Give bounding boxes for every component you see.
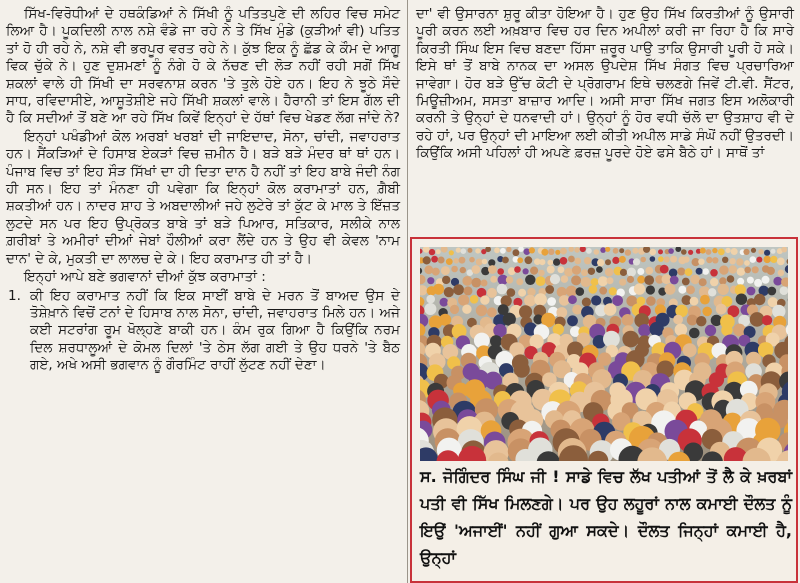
crowd-figure bbox=[605, 259, 611, 265]
crowd-figure bbox=[673, 315, 683, 325]
crowd-figure bbox=[719, 277, 726, 284]
crowd-figure bbox=[441, 266, 450, 275]
crowd-figure bbox=[451, 266, 458, 273]
crowd-image bbox=[420, 247, 788, 461]
crowd-figure bbox=[529, 247, 535, 253]
crowd-figure bbox=[576, 287, 585, 296]
crowd-figure bbox=[518, 289, 526, 297]
crowd-figure bbox=[767, 287, 776, 296]
crowd-figure bbox=[678, 286, 686, 294]
crowd-figure bbox=[541, 249, 548, 256]
crowd-figure bbox=[586, 248, 592, 254]
crowd-figure bbox=[596, 266, 603, 273]
crowd-figure bbox=[431, 256, 438, 263]
crowd-figure bbox=[517, 257, 523, 263]
crowd-figure bbox=[780, 286, 788, 295]
crowd-figure bbox=[464, 286, 473, 295]
crowd-figure bbox=[555, 250, 560, 255]
crowd-figure bbox=[449, 250, 454, 255]
crowd-figure bbox=[591, 295, 601, 305]
crowd-figure bbox=[670, 256, 677, 263]
crowd-figure bbox=[683, 343, 697, 357]
crowd-figure bbox=[702, 307, 712, 317]
crowd-figure bbox=[702, 268, 709, 275]
crowd-figure bbox=[446, 258, 453, 265]
crowd-figure bbox=[548, 249, 554, 255]
crowd-figure bbox=[719, 265, 728, 274]
column-divider bbox=[407, 0, 408, 583]
crowd-figure bbox=[646, 296, 656, 306]
crowd-figure bbox=[556, 307, 567, 318]
crowd-figure bbox=[438, 257, 445, 264]
crowd-figure bbox=[633, 258, 640, 265]
crowd-figure bbox=[708, 288, 716, 296]
crowd-figure bbox=[598, 276, 608, 286]
article-paragraph: ਇਨ੍ਹਾਂ ਪਖੰਡੀਆਂ ਕੋਲ ਅਰਬਾਂ ਖਰਬਾਂ ਦੀ ਜਾਇਦਾਦ, ਸੋਨਾ, ਚਾਂਦੀ, ਜਵਾਹਰਾਤ ਹਨ। ਸੈਂਕੜਿਆਂ ਦੇ ਹਿਸਾਬ ਏਕੜਾਂ ਵਿਚ ਜ਼ਮੀਨ ਹੈ। ਬੜੇ ਬੜੇ ਮੰਦਰ ਥਾਂ ਥਾਂ ਹਨ। ਪੰਜਾਬ ਵਿਚ ਤਾਂ ਇਹ ਸੌੜ ਸਿੱਖਾਂ ਦਾ ਹੀ ਦਿਤਾ ਦਾਨ ਹੈ ਨਹੀਂ ਤਾਂ ਇਹ ਬਾਬੇ ਜੰਦੀ ਨੰਗ ਹੀ ਸਨ। ਇਹ ਤਾਂ ਮੰਨਣਾ ਹੀ ਪਵੇਗਾ ਕਿ ਇਨ੍ਹਾਂ ਕੋਲ ਕਰਾਮਾਤਾਂ ਹਨ, ਗ਼ੈਬੀ ਸ਼ਕਤੀਆਂ ਹਨ। ਨਾਦਰ ਸ਼ਾਹ ਤੇ ਅਬਦਾਲੀਆਂ ਜਹੇ ਲੁਟੇਰੇ ਤਾਂ ਕੁੱਟ ਕੇ ਮਾਲ ਤੇ ਇੱਜ਼ਤ ਲੁਟਦੇ ਸਨ ਪਰ ਇਹ ਉਪ੍ਰੋਕਤ ਬਾਬੇ ਤਾਂ ਬੜੇ ਪਿਆਰ, ਸਤਿਕਾਰ, ਸਲੀਕੇ ਨਾਲ ਗ਼ਰੀਬਾਂ ਤੇ ਅਮੀਰਾਂ ਦੀਆਂ ਜੇਬਾਂ ਹੌਲੀਆਂ ਕਰਾ ਲੈਂਦੇ ਹਨ ਤੇ ਉਹ ਵੀ ਕੇਵਲ 'ਨਾਮ ਦਾਨ' ਦੇ ਕੇ, ਮੁਕਤੀ ਦਾ ਲਾਲਚ ਦੇ ਕੇ। ਇਹ ਕਰਾਮਾਤ ਹੀ ਤਾਂ ਹੈ। bbox=[6, 128, 400, 267]
crowd-figure bbox=[625, 249, 631, 255]
crowd-figure bbox=[706, 257, 712, 263]
crowd-figure bbox=[559, 295, 570, 306]
crowd-figure bbox=[487, 288, 497, 298]
crowd-figure bbox=[706, 249, 712, 255]
crowd-figure bbox=[591, 278, 599, 286]
crowd-figure bbox=[456, 248, 461, 253]
list-item-text: ਕੀ ਇਹ ਕਰਾਮਾਤ ਨਹੀਂ ਕਿ ਇਕ ਸਾਈਂ ਬਾਬੇ ਦੇ ਮਰਨ ਤੋਂ ਬਾਅਦ ਉਸ ਦੇ ਤੋਸ਼ੇਖ਼ਾਨੇ ਵਿਚੋਂ ਟਨਾਂ ਦੇ ਹਿਸਾਬ ਨਾਲ ਸੋਨਾ, ਚਾਂਦੀ, ਜਵਾਹਰਾਤ ਮਿਲੇ ਹਨ। ਅਜੇ ਕਈ ਸਟਰਾਂਗ ਰੂਮ ਖੋਲ੍ਹਣੇ ਬਾਕੀ ਹਨ। ਕੰਮ ਰੁਕ ਗਿਆ ਹੈ ਕਿਉਂਕਿ ਨਰਮ ਦਿਲ ਸ਼ਰਧਾਲੂਆਂ ਦੇ ਕੋਮਲ ਦਿਲਾਂ 'ਤੇ ਠੇਸ ਲੱਗ ਗਈ ਤੇ ਉਹ ਧਰਨੇ 'ਤੇ ਬੈਠ ਗਏ, ਅਖੇ ਅਸੀ ਭਗਵਾਨ ਨੂੰ ਗੌਰਮਿੰਟ ਰਾਹੀਂ ਲੁੱਟਣ ਨਹੀਂ ਦੇਣਾ। bbox=[30, 287, 400, 374]
crowd-figure bbox=[731, 248, 738, 255]
crowd-figure bbox=[627, 276, 634, 283]
crowd-figure bbox=[634, 283, 645, 294]
crowd-figure bbox=[668, 248, 674, 254]
crowd-figure bbox=[665, 284, 676, 295]
crowd-figure bbox=[699, 278, 707, 286]
crowd-figure bbox=[609, 287, 617, 295]
crowd-figure bbox=[471, 278, 481, 288]
crowd-figure bbox=[453, 258, 459, 264]
crowd-figure bbox=[658, 256, 664, 262]
crowd-figure bbox=[566, 286, 577, 297]
crowd-figure bbox=[632, 248, 638, 254]
crowd-figure bbox=[725, 248, 730, 253]
crowd-figure bbox=[771, 249, 776, 254]
crowd-figure bbox=[747, 277, 754, 284]
crowd-figure bbox=[494, 247, 500, 253]
crowd-figure bbox=[564, 268, 573, 277]
crowd-figure bbox=[650, 256, 656, 262]
crowd-figure bbox=[530, 267, 538, 275]
crowd-figure bbox=[767, 267, 775, 275]
crowd-figure bbox=[619, 256, 626, 263]
crowd-figure bbox=[547, 260, 553, 266]
crowd-figure bbox=[721, 325, 732, 336]
crowd-figure bbox=[472, 265, 481, 274]
crowd-figure bbox=[778, 270, 785, 277]
crowd-figure bbox=[729, 265, 737, 273]
crowd-figure bbox=[737, 268, 745, 276]
crowd-figure bbox=[424, 303, 436, 315]
crowd-figure bbox=[675, 324, 688, 337]
crowd-figure bbox=[727, 275, 735, 283]
crowd-figure bbox=[547, 297, 556, 306]
crowd-figure bbox=[534, 293, 547, 306]
box-caption: ਸ. ਜੋਗਿੰਦਰ ਸਿੰਘ ਜੀ ! ਸਾਡੇ ਵਿਚ ਲੱਖ ਪਤੀਆਂ ਤੋਂ ਲੈ ਕੇ ਖ਼ਰਬਾਂ ਪਤੀ ਵੀ ਸਿੱਖ ਮਿਲਣਗੇ। ਪਰ ਉਹ ਲਹੂਰਾਂ ਨਾਲ ਕਮਾਈ ਦੌਲਤ ਨੂੰ ਇਉਂ 'ਅਜਾਈਂ' ਨਹੀਂ ਗੁਆ ਸਕਦੇ। ਦੌਲਤ ਜਿਨ੍ਹਾਂ ਕਮਾਈ ਹੈ, ਉਨ੍ਹਾਂ bbox=[420, 467, 792, 567]
crowd-figure bbox=[507, 288, 516, 297]
crowd-figure bbox=[453, 284, 464, 295]
crowd-figure bbox=[640, 257, 646, 263]
crowd-figure bbox=[594, 249, 600, 255]
crowd-figure bbox=[627, 268, 636, 277]
crowd-figure bbox=[686, 285, 695, 294]
crowd-figure bbox=[689, 328, 700, 339]
crowd-figure bbox=[764, 256, 771, 263]
crowd-figure bbox=[747, 287, 756, 296]
crowd-figure bbox=[777, 258, 785, 266]
crowd-figure bbox=[644, 275, 654, 285]
crowd-figure bbox=[490, 276, 497, 283]
crowd-figure bbox=[525, 256, 533, 264]
crowd-figure bbox=[536, 276, 546, 286]
crowd-figure bbox=[506, 276, 513, 283]
crowd-figure bbox=[754, 294, 765, 305]
crowd-figure bbox=[468, 248, 473, 253]
crowd-figure bbox=[538, 270, 544, 276]
crowd-figure bbox=[736, 258, 743, 265]
crowd-figure bbox=[525, 275, 535, 285]
crowd-figure bbox=[574, 258, 581, 265]
crowd-figure bbox=[571, 275, 581, 285]
crowd-figure bbox=[581, 269, 588, 276]
crowd-figure bbox=[733, 324, 746, 337]
crowd-figure bbox=[600, 247, 606, 253]
crowd-figure bbox=[572, 266, 581, 275]
crowd-figure bbox=[751, 248, 756, 253]
crowd-figure bbox=[572, 305, 582, 315]
crowd-figure bbox=[638, 324, 651, 337]
crowd-figure bbox=[545, 285, 554, 294]
crowd-figure bbox=[599, 287, 607, 295]
crowd-figure bbox=[461, 248, 467, 254]
crowd-figure bbox=[690, 297, 699, 306]
article-paragraph: ਸਿੱਖ-ਵਿਰੋਧੀਆਂ ਦੇ ਹਥਕੰਡਿਆਂ ਨੇ ਸਿੱਖੀ ਨੂੰ ਪਤਿਤਪੁਣੇ ਦੀ ਲਹਿਰ ਵਿਚ ਸਮੇਟ ਲਿਆ ਹੈ। ਪੂਕਦਿਲੀ ਨਾਲ ਨਸ਼ੇ ਵੰਡੇ ਜਾ ਰਹੇ ਨੇ ਤੇ ਸਿੱਖ ਮੁੰਡੇ (ਕੁੜੀਆਂ ਵੀ) ਪਤਿਤ ਤਾਂ ਹੋ ਹੀ ਰਹੇ ਨੇ, ਨਸ਼ੇ ਵੀ ਭਰਪੂਰ ਵਰਤ ਰਹੇ ਨੇ। ਕੁੱਝ ਇਕ ਨੂੰ ਛੱਡ ਕੇ ਕੌਮ ਦੇ ਆਗੂ ਵਿਕ ਚੁੱਕੇ ਨੇ। ਹੁਣ ਦੁਸ਼ਮਣਾਂ ਨੂੰ ਨੰਗੇ ਹੋ ਕੇ ਨੱਚਣ ਦੀ ਲੋੜ ਨਹੀਂ ਰਹੀ ਸਗੋਂ ਸਿੱਖ ਸ਼ਕਲਾਂ ਵਾਲੇ ਹੀ ਸਿੱਖੀ ਦਾ ਸਰਵਨਾਸ਼ ਕਰਨ 'ਤੇ ਤੁਲੇ ਹੋਏ ਹਨ। ਇਹ ਨੇ ਝੂਠੇ ਸੌਦੇ ਸਾਧ, ਰਵਿਦਾਸੀਏ, ਆਸ਼ੂਤੋਸ਼ੀਏ ਜਹੇ ਸਿੱਖੀ ਸ਼ਕਲਾਂ ਵਾਲੇ। ਹੈਰਾਨੀ ਤਾਂ ਇਸ ਗੱਲ ਦੀ ਹੈ ਕਿ ਸਦੀਆਂ ਤੋਂ ਬਣੇ ਆ ਰਹੇ ਸਿੱਖ ਕਿਵੇਂ ਇਨ੍ਹਾਂ ਦੇ ਹੱਥਾਂ ਵਿਚ ਖੇਡਣ ਲੱਗ ਜਾਂਦੇ ਨੇ? bbox=[6, 6, 400, 127]
crowd-figure bbox=[756, 257, 762, 263]
crowd-figure bbox=[584, 257, 591, 264]
crowd-figure bbox=[553, 258, 560, 265]
crowd-figure bbox=[613, 248, 619, 254]
crowd-figure bbox=[440, 298, 449, 307]
list-item bbox=[6, 288, 400, 375]
crowd-figure bbox=[604, 303, 617, 316]
crowd-figure bbox=[744, 260, 750, 266]
crowd-figure bbox=[582, 298, 591, 307]
crowd-figure bbox=[736, 294, 747, 305]
crowd-figure bbox=[500, 248, 506, 254]
crowd-figure bbox=[506, 247, 511, 252]
crowd-figure bbox=[729, 258, 735, 264]
crowd-figure bbox=[698, 259, 704, 265]
list-intro: ਇਨ੍ਹਾਂ ਆਪੇ ਬਣੇ ਭਗਵਾਨਾਂ ਦੀਆਂ ਕੁੱਝ ਕਰਾਮਾਤਾਂ : bbox=[24, 269, 266, 286]
crowd-figure bbox=[758, 249, 763, 254]
crowd-photo bbox=[420, 247, 788, 461]
crowd-figure bbox=[482, 259, 488, 265]
crowd-figure bbox=[589, 285, 598, 294]
crowd-figure bbox=[539, 259, 545, 265]
crowd-figure bbox=[744, 267, 751, 274]
crowd-figure bbox=[773, 277, 782, 286]
crowd-figure bbox=[462, 305, 471, 314]
crowd-figure bbox=[558, 266, 565, 273]
crowd-figure bbox=[650, 322, 664, 336]
crowd-figure bbox=[462, 276, 472, 286]
crowd-figure bbox=[716, 304, 727, 315]
crowd-figure bbox=[762, 315, 772, 325]
crowd-figure bbox=[560, 248, 567, 255]
crowd-figure bbox=[660, 265, 669, 274]
crowd-figure bbox=[737, 278, 744, 285]
crowd-figure bbox=[770, 256, 777, 263]
crowd-figure bbox=[426, 295, 435, 304]
crowd-figure bbox=[433, 284, 444, 295]
crowd-figure bbox=[700, 248, 706, 254]
crowd-figure bbox=[429, 249, 435, 255]
crowd-figure bbox=[547, 266, 555, 274]
crowd-figure bbox=[588, 268, 595, 275]
crowd-figure bbox=[743, 249, 749, 255]
crowd-figure bbox=[619, 279, 626, 286]
crowd-figure bbox=[488, 265, 497, 274]
list-number: 1. bbox=[8, 287, 21, 304]
crowd-figure bbox=[436, 249, 441, 254]
crowd-figure bbox=[567, 315, 578, 326]
crowd-figure bbox=[605, 268, 614, 277]
crowd-figure bbox=[597, 259, 604, 266]
crowd-figure bbox=[646, 285, 655, 294]
crowd-figure bbox=[754, 279, 762, 287]
crowd-figure bbox=[524, 295, 536, 307]
crowd-figure bbox=[568, 295, 577, 304]
crowd-figure bbox=[581, 277, 591, 287]
crowd-figure bbox=[645, 267, 653, 275]
crowd-figure bbox=[712, 248, 717, 253]
crowd-figure bbox=[750, 256, 757, 263]
crowd-figure bbox=[670, 276, 679, 285]
crowd-figure bbox=[450, 305, 459, 314]
crowd-figure bbox=[688, 250, 693, 255]
crowd-figure bbox=[619, 248, 624, 253]
crowd-figure bbox=[560, 257, 568, 265]
crowd-figure bbox=[718, 249, 725, 256]
crowd-figure bbox=[523, 268, 529, 274]
crowd-figure bbox=[710, 278, 718, 286]
crowd-figure bbox=[687, 315, 698, 326]
crowd-figure bbox=[516, 278, 523, 285]
crowd-figure bbox=[497, 284, 508, 295]
crowd-figure bbox=[682, 278, 690, 286]
crowd-figure bbox=[514, 266, 521, 273]
crowd-figure bbox=[480, 295, 489, 304]
article-paragraph: ਦਾ' ਵੀ ਉਸਾਰਨਾ ਸ਼ੁਰੂ ਕੀਤਾ ਹੋਇਆ ਹੈ। ਹੁਣ ਉਹ ਸਿੱਖ ਕਿਰਤੀਆਂ ਨੂੰ ਉਸਾਰੀ ਪੂਰੀ ਕਰਨ ਲਈ ਅਖ਼ਬਾਰ ਵਿਚ ਹਰ ਦਿਨ ਅਪੀਲਾਂ ਕਰੀ ਜਾ ਰਿਹਾ ਹੈ ਕਿ ਸਾਰੇ ਕਿਰਤੀ ਸਿੰਘ ਇਸ ਵਿਚ ਬਣਦਾ ਹਿੱਸਾ ਜ਼ਰੂਰ ਪਾਉ ਤਾਕਿ ਉਸਾਰੀ ਪੂਰੀ ਹੋ ਸਕੇ। ਇਸੇ ਥਾਂ ਤੋਂ ਬਾਬੇ ਨਾਨਕ ਦਾ ਅਸਲ ਉਪਦੇਸ਼ ਸਿੱਖ ਸੰਗਤ ਵਿਚ ਪ੍ਰਚਾਰਿਆ ਜਾਵੇਗਾ। ਹੋਰ ਬੜੇ ਉੱਚ ਕੋਟੀ ਦੇ ਪ੍ਰੋਗਰਾਮ ਇਥੇ ਚਲਣਗੇ ਜਿਵੇਂ ਟੀ.ਵੀ. ਸੈਂਟਰ, ਮਿਊਜ਼ੀਅਮ, ਸਸਤਾ ਬਾਜ਼ਾਰ ਆਦਿ। ਅਸੀ ਸਾਰਾ ਸਿੱਖ ਜਗਤ ਇਸ ਅਲੋਕਾਰੀ ਕਰਨੀ ਤੇ ਉਨ੍ਹਾਂ ਦੇ ਧਨਵਾਦੀ ਹਾਂ। ਉਨ੍ਹਾਂ ਨੂੰ ਹੋਰ ਵਧੀ ਚੱਲੋ ਦਾ ਉਤਸ਼ਾਹ ਵੀ ਦੇ ਰਹੇ ਹਾਂ, ਪਰ ਉਨ੍ਹਾਂ ਦੀ ਮਾਇਆ ਲਈ ਕੀਤੀ ਅਪੀਲ ਸਾਡੇ ਸੰਘੋਂ ਨਹੀਂ ਉਤਰਦੀ। ਕਿਉਂਕਿ ਅਸੀ ਪਹਿਲਾਂ ਹੀ ਅਪਣੇ ਫ਼ਰਜ਼ ਪੂਰਦੇ ਹੋਏ ਫਸੇ ਬੈਠੇ ਹਾਂ। ਸਾਥੋਂ ਤਾਂ bbox=[416, 6, 794, 162]
crowd-figure bbox=[681, 249, 687, 255]
crowd-figure bbox=[459, 257, 466, 264]
crowd-figure bbox=[650, 249, 657, 256]
highlight-box bbox=[410, 237, 798, 583]
crowd-figure bbox=[690, 275, 700, 285]
crowd-figure bbox=[513, 249, 520, 256]
crowd-figure bbox=[710, 269, 718, 277]
crowd-figure bbox=[664, 256, 670, 262]
crowd-figure bbox=[612, 295, 623, 306]
crowd-figure bbox=[637, 268, 644, 275]
crowd-figure bbox=[470, 295, 479, 304]
crowd-figure bbox=[612, 257, 619, 264]
crowd-figure bbox=[423, 256, 431, 264]
crowd-figure bbox=[622, 314, 634, 326]
crowd-figure bbox=[476, 305, 487, 316]
crowd-figure bbox=[469, 257, 475, 263]
crowd-figure bbox=[677, 268, 685, 276]
crowd-figure bbox=[424, 265, 433, 274]
crowd-figure bbox=[432, 268, 440, 276]
crowd-figure bbox=[475, 248, 480, 253]
crowd-figure bbox=[439, 314, 451, 326]
crowd-figure bbox=[502, 257, 509, 264]
crowd-figure bbox=[550, 274, 560, 284]
crowd-figure bbox=[685, 268, 693, 276]
crowd-figure bbox=[607, 277, 614, 284]
crowd-figure bbox=[700, 295, 710, 305]
crowd-figure bbox=[658, 249, 663, 254]
crowd-figure bbox=[696, 316, 706, 326]
crowd-figure bbox=[442, 276, 450, 284]
crowd-figure bbox=[568, 256, 575, 263]
crowd-figure bbox=[427, 277, 434, 284]
crowd-figure bbox=[574, 247, 580, 253]
crowd-figure bbox=[622, 331, 639, 348]
crowd-figure bbox=[712, 257, 718, 263]
crowd-figure bbox=[481, 280, 488, 287]
crowd-figure bbox=[487, 307, 497, 317]
crowd-figure bbox=[762, 276, 770, 284]
crowd-figure bbox=[764, 250, 770, 256]
crowd-figure bbox=[705, 325, 716, 336]
crowd-figure bbox=[444, 287, 454, 297]
crowd-figure bbox=[637, 276, 645, 284]
crowd-figure bbox=[718, 284, 729, 295]
crowd-figure bbox=[683, 256, 689, 262]
crowd-figure bbox=[497, 268, 504, 275]
right-column-text bbox=[410, 0, 800, 163]
crowd-figure bbox=[722, 257, 728, 263]
crowd-figure bbox=[752, 266, 759, 273]
crowd-figure bbox=[476, 259, 483, 266]
crowd-figure bbox=[561, 275, 569, 283]
crowd-figure bbox=[458, 295, 469, 306]
crowd-figure bbox=[696, 268, 703, 275]
crowd-figure bbox=[460, 267, 466, 273]
crowd-figure bbox=[620, 269, 627, 276]
